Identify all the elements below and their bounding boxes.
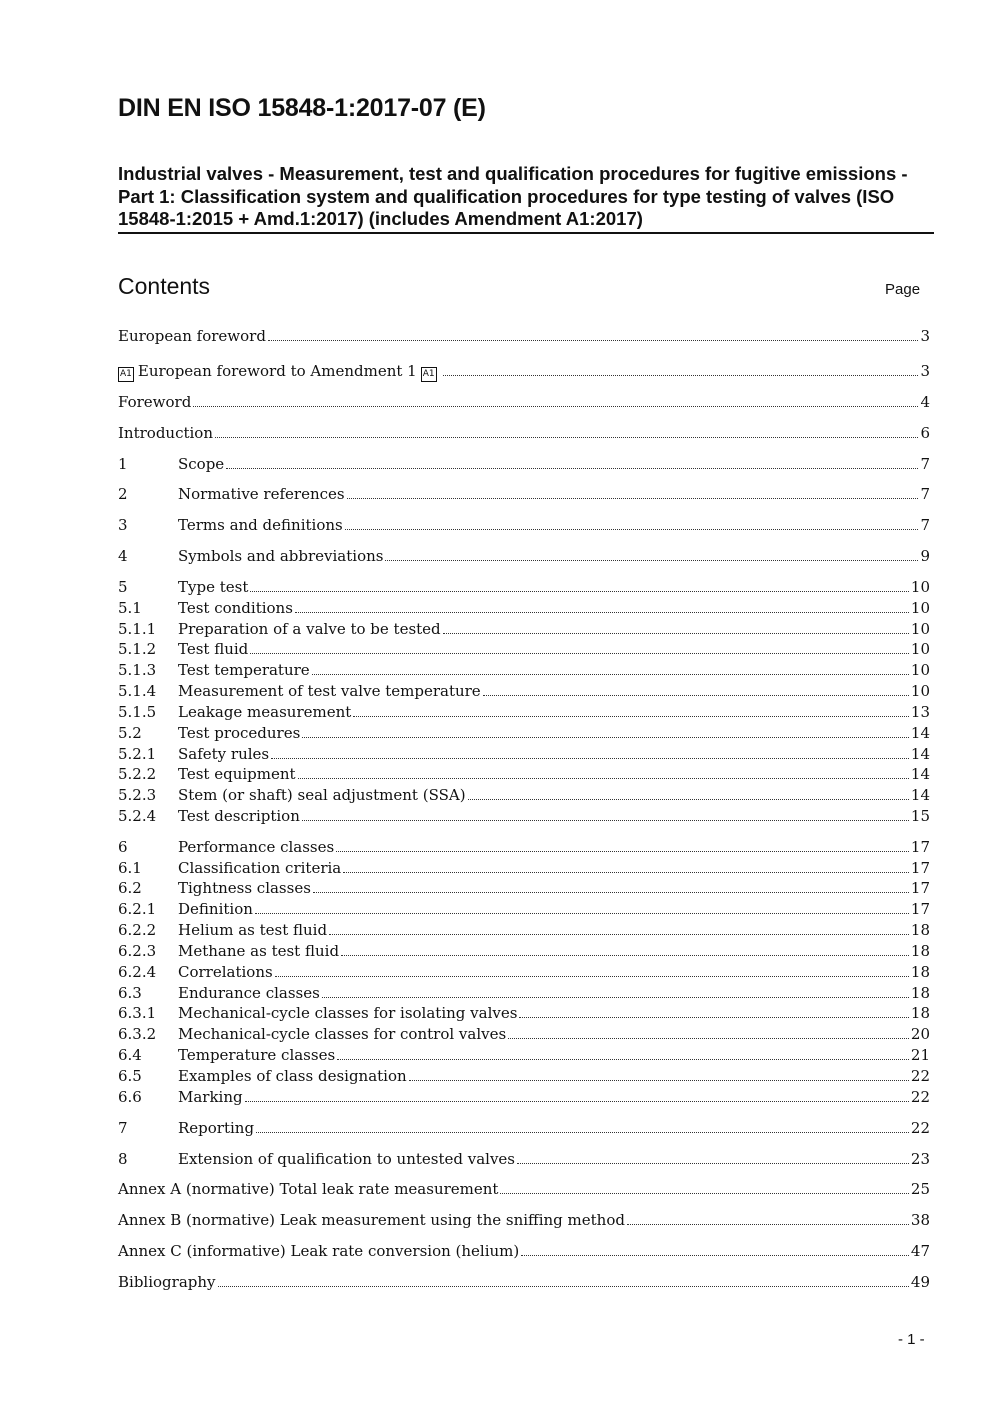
toc-dot-leader bbox=[271, 747, 909, 759]
toc-entry-number: 6.5 bbox=[118, 1067, 142, 1085]
toc-entry-title: Performance classes bbox=[178, 838, 335, 856]
toc-entry-page: 25 bbox=[910, 1180, 930, 1198]
toc-entry-title: Test procedures bbox=[178, 724, 301, 742]
toc-entry-page: 18 bbox=[910, 1004, 930, 1022]
toc-entry[interactable] bbox=[118, 703, 930, 723]
toc-entry-number: 7 bbox=[118, 1119, 128, 1137]
toc-dot-leader bbox=[312, 663, 909, 675]
toc-entry-page: 14 bbox=[910, 745, 930, 763]
toc-entry-number: 5.2.2 bbox=[118, 765, 157, 783]
toc-entry[interactable] bbox=[118, 1211, 930, 1231]
toc-dot-leader bbox=[322, 986, 909, 998]
toc-dot-leader bbox=[215, 426, 918, 438]
toc-dot-leader bbox=[255, 902, 909, 914]
toc-entry-title: Classification criteria bbox=[178, 859, 342, 877]
toc-entry-title: Helium as test fluid bbox=[178, 921, 328, 939]
toc-entry-page: 10 bbox=[910, 599, 930, 617]
toc-dot-leader bbox=[341, 944, 909, 956]
toc-entry-title: Safety rules bbox=[178, 745, 270, 763]
toc-entry-title: Preparation of a valve to be tested bbox=[178, 620, 441, 638]
toc-entry-page: 10 bbox=[910, 640, 930, 658]
toc-dot-leader bbox=[298, 767, 909, 779]
toc-entry-title: Type test bbox=[178, 578, 249, 596]
toc-entry[interactable] bbox=[118, 1119, 930, 1139]
amendment-start-marker-icon: A1 bbox=[118, 367, 134, 382]
toc-entry-page: 22 bbox=[910, 1067, 930, 1085]
toc-entry-number: 5 bbox=[118, 578, 128, 596]
toc-entry[interactable] bbox=[118, 1004, 930, 1024]
toc-entry-page: 14 bbox=[910, 724, 930, 742]
toc-entry[interactable] bbox=[118, 362, 930, 382]
toc-entry[interactable] bbox=[118, 547, 930, 567]
toc-entry-page: 10 bbox=[910, 661, 930, 679]
toc-entry[interactable] bbox=[118, 424, 930, 444]
toc-entry-page: 4 bbox=[920, 393, 930, 411]
toc-entry[interactable] bbox=[118, 859, 930, 879]
toc-entry-number: 6.2.4 bbox=[118, 963, 157, 981]
toc-dot-leader bbox=[302, 809, 909, 821]
toc-entry-title: Test fluid bbox=[178, 640, 249, 658]
toc-entry-page: 22 bbox=[910, 1119, 930, 1137]
toc-entry[interactable] bbox=[118, 921, 930, 941]
toc-entry-title: Leakage measurement bbox=[178, 703, 352, 721]
toc-entry[interactable] bbox=[118, 745, 930, 765]
toc-entry[interactable] bbox=[118, 1180, 930, 1200]
toc-dot-leader bbox=[226, 457, 918, 469]
toc-entry-page: 10 bbox=[910, 682, 930, 700]
toc-entry[interactable] bbox=[118, 640, 930, 660]
toc-entry-title: Foreword bbox=[118, 393, 192, 411]
toc-dot-leader bbox=[517, 1152, 909, 1164]
toc-entry[interactable] bbox=[118, 942, 930, 962]
toc-entry-title: Endurance classes bbox=[178, 984, 320, 1002]
toc-entry-number: 6.2.3 bbox=[118, 942, 157, 960]
toc-entry-number: 1 bbox=[118, 455, 128, 473]
toc-entry-title: European foreword bbox=[118, 327, 266, 345]
toc-dot-leader bbox=[353, 705, 909, 717]
toc-entry-title: Terms and definitions bbox=[178, 516, 343, 534]
toc-entry[interactable] bbox=[118, 807, 930, 827]
toc-dot-leader bbox=[409, 1069, 909, 1081]
toc-entry-number: 6.2 bbox=[118, 879, 142, 897]
document-title: Industrial valves - Measurement, test and qualification procedures for fugitive emissions - Part 1: Classification system and qualification procedures for type testing of valves (ISO 15848-1:2015 + Amd.1:2017) (includes Amendment A1:2017) bbox=[118, 163, 908, 229]
toc-entry-number: 8 bbox=[118, 1150, 128, 1168]
toc-entry-title: Temperature classes bbox=[178, 1046, 336, 1064]
toc-entry[interactable] bbox=[118, 724, 930, 744]
toc-entry-number: 4 bbox=[118, 547, 128, 565]
toc-entry-page: 17 bbox=[910, 859, 930, 877]
toc-entry-number: 5.2 bbox=[118, 724, 142, 742]
toc-entry-number: 6.1 bbox=[118, 859, 142, 877]
toc-entry-page: 22 bbox=[910, 1088, 930, 1106]
page-number: - 1 - bbox=[898, 1331, 925, 1348]
table-of-contents bbox=[118, 0, 930, 1403]
toc-entry-page: 47 bbox=[910, 1242, 930, 1260]
toc-entry[interactable] bbox=[118, 1067, 930, 1087]
toc-entry[interactable] bbox=[118, 963, 930, 983]
toc-entry[interactable] bbox=[118, 900, 930, 920]
toc-entry-number: 5.1.3 bbox=[118, 661, 157, 679]
toc-entry-title: European foreword to Amendment 1 bbox=[137, 362, 417, 380]
toc-dot-leader bbox=[275, 965, 909, 977]
toc-entry-page: 18 bbox=[910, 984, 930, 1002]
toc-dot-leader bbox=[521, 1244, 909, 1256]
toc-entry[interactable] bbox=[118, 455, 930, 475]
toc-dot-leader bbox=[250, 642, 909, 654]
toc-entry[interactable] bbox=[118, 393, 930, 413]
toc-entry-page: 17 bbox=[910, 900, 930, 918]
toc-dot-leader bbox=[313, 881, 909, 893]
toc-dot-leader bbox=[347, 487, 919, 499]
toc-entry-title: Test temperature bbox=[178, 661, 310, 679]
toc-entry-title: Tightness classes bbox=[178, 879, 311, 897]
toc-entry-title: Symbols and abbreviations bbox=[178, 547, 384, 565]
toc-entry-title: Mechanical-cycle classes for control valves bbox=[178, 1025, 507, 1043]
toc-entry-title: Test description bbox=[178, 807, 300, 825]
toc-entry-title: Definition bbox=[178, 900, 253, 918]
toc-entry-page: 3 bbox=[920, 327, 930, 345]
toc-entry-page: 7 bbox=[920, 455, 930, 473]
contents-heading: Contents bbox=[118, 273, 211, 299]
toc-entry[interactable] bbox=[118, 327, 930, 347]
toc-entry-title: Test equipment bbox=[178, 765, 296, 783]
toc-entry-title: Reporting bbox=[178, 1119, 255, 1137]
toc-dot-leader bbox=[337, 1048, 909, 1060]
toc-dot-leader bbox=[345, 518, 919, 530]
toc-entry-number: 5.1 bbox=[118, 599, 142, 617]
toc-entry-page: 21 bbox=[910, 1046, 930, 1064]
toc-dot-leader bbox=[245, 1090, 909, 1102]
toc-entry-number: 5.2.4 bbox=[118, 807, 157, 825]
toc-entry[interactable] bbox=[118, 682, 930, 702]
toc-entry[interactable] bbox=[118, 1046, 930, 1066]
toc-dot-leader bbox=[218, 1275, 909, 1287]
toc-entry-title: Scope bbox=[178, 455, 225, 473]
toc-entry[interactable] bbox=[118, 516, 930, 536]
toc-entry-number: 5.1.4 bbox=[118, 682, 157, 700]
toc-dot-leader bbox=[256, 1121, 909, 1133]
toc-dot-leader bbox=[336, 840, 909, 852]
toc-entry[interactable] bbox=[118, 661, 930, 681]
toc-entry-page: 9 bbox=[920, 547, 930, 565]
toc-entry[interactable] bbox=[118, 1025, 930, 1045]
page-column-heading: Page bbox=[885, 281, 921, 298]
toc-dot-leader bbox=[250, 580, 909, 592]
toc-dot-leader bbox=[483, 684, 909, 696]
toc-entry-page: 38 bbox=[910, 1211, 930, 1229]
toc-entry[interactable] bbox=[118, 1242, 930, 1262]
toc-entry[interactable] bbox=[118, 879, 930, 899]
toc-entry-title: Mechanical-cycle classes for isolating valves bbox=[178, 1004, 518, 1022]
toc-entry-page: 18 bbox=[910, 921, 930, 939]
amendment-end-marker-icon: A1 bbox=[421, 367, 437, 382]
toc-dot-leader bbox=[443, 364, 919, 376]
toc-entry-number: 6.2.1 bbox=[118, 900, 157, 918]
toc-entry-title: Examples of class designation bbox=[178, 1067, 407, 1085]
toc-entry-number: 6.3.2 bbox=[118, 1025, 157, 1043]
toc-entry-page: 17 bbox=[910, 879, 930, 897]
toc-entry-page: 20 bbox=[910, 1025, 930, 1043]
toc-entry[interactable] bbox=[118, 984, 930, 1004]
toc-entry-number: 3 bbox=[118, 516, 128, 534]
toc-entry-page: 49 bbox=[910, 1273, 930, 1291]
toc-entry-number: 6.4 bbox=[118, 1046, 142, 1064]
toc-entry[interactable] bbox=[118, 1150, 930, 1170]
toc-entry-number: 5.2.3 bbox=[118, 786, 157, 804]
toc-entry-number: 5.2.1 bbox=[118, 745, 157, 763]
toc-dot-leader bbox=[329, 923, 909, 935]
toc-entry-title: Annex B (normative) Leak measurement using the sniffing method bbox=[118, 1211, 625, 1229]
toc-dot-leader bbox=[295, 601, 909, 613]
toc-entry-title: Introduction bbox=[118, 424, 213, 442]
toc-entry-page: 6 bbox=[920, 424, 930, 442]
toc-entry[interactable] bbox=[118, 1273, 930, 1293]
toc-entry[interactable] bbox=[118, 620, 930, 640]
toc-entry[interactable] bbox=[118, 1088, 930, 1108]
toc-dot-leader bbox=[343, 861, 909, 873]
toc-dot-leader bbox=[302, 726, 909, 738]
toc-dot-leader bbox=[268, 329, 919, 341]
document-id: DIN EN ISO 15848-1:2017-07 (E) bbox=[118, 94, 486, 122]
toc-entry-page: 10 bbox=[910, 578, 930, 596]
toc-dot-leader bbox=[508, 1027, 909, 1039]
toc-entry-title: Annex A (normative) Total leak rate measurement bbox=[118, 1180, 499, 1198]
toc-entry-title: Test conditions bbox=[178, 599, 293, 617]
toc-entry[interactable] bbox=[118, 578, 930, 598]
toc-entry-page: 17 bbox=[910, 838, 930, 856]
toc-entry-page: 3 bbox=[920, 362, 930, 380]
toc-entry-page: 7 bbox=[920, 485, 930, 503]
toc-entry-number: 6.6 bbox=[118, 1088, 142, 1106]
toc-entry-number: 6 bbox=[118, 838, 128, 856]
toc-entry-title: Marking bbox=[178, 1088, 243, 1106]
toc-entry-number: 6.3.1 bbox=[118, 1004, 157, 1022]
toc-dot-leader bbox=[627, 1213, 909, 1225]
toc-entry[interactable] bbox=[118, 485, 930, 505]
toc-entry-title: Measurement of test valve temperature bbox=[178, 682, 481, 700]
toc-entry-title: Methane as test fluid bbox=[178, 942, 340, 960]
toc-entry-page: 14 bbox=[910, 765, 930, 783]
toc-entry-title: Correlations bbox=[178, 963, 273, 981]
toc-entry-title: Normative references bbox=[178, 485, 345, 503]
toc-entry-title: Extension of qualification to untested valves bbox=[178, 1150, 516, 1168]
toc-entry-page: 18 bbox=[910, 942, 930, 960]
toc-dot-leader bbox=[443, 622, 909, 634]
toc-dot-leader bbox=[500, 1182, 908, 1194]
toc-entry-page: 15 bbox=[910, 807, 930, 825]
toc-entry-number: 2 bbox=[118, 485, 128, 503]
toc-entry-number: 5.1.1 bbox=[118, 620, 157, 638]
toc-entry-title: Annex C (informative) Leak rate conversion (helium) bbox=[118, 1242, 520, 1260]
toc-dot-leader bbox=[519, 1006, 908, 1018]
toc-entry-number: 6.3 bbox=[118, 984, 142, 1002]
toc-entry[interactable] bbox=[118, 786, 930, 806]
toc-entry[interactable] bbox=[118, 599, 930, 619]
toc-entry-page: 18 bbox=[910, 963, 930, 981]
toc-entry[interactable] bbox=[118, 765, 930, 785]
toc-entry-number: 5.1.5 bbox=[118, 703, 157, 721]
toc-dot-leader bbox=[385, 549, 918, 561]
toc-entry-title: Bibliography bbox=[118, 1273, 216, 1291]
toc-entry-page: 7 bbox=[920, 516, 930, 534]
toc-entry-page: 13 bbox=[910, 703, 930, 721]
toc-entry-title: Stem (or shaft) seal adjustment (SSA) bbox=[178, 786, 466, 804]
toc-entry-page: 23 bbox=[910, 1150, 930, 1168]
toc-entry-page: 14 bbox=[910, 786, 930, 804]
toc-entry-number: 5.1.2 bbox=[118, 640, 157, 658]
toc-entry-page: 10 bbox=[910, 620, 930, 638]
toc-entry[interactable] bbox=[118, 838, 930, 858]
toc-entry-number: 6.2.2 bbox=[118, 921, 157, 939]
toc-dot-leader bbox=[468, 788, 909, 800]
toc-dot-leader bbox=[193, 395, 918, 407]
